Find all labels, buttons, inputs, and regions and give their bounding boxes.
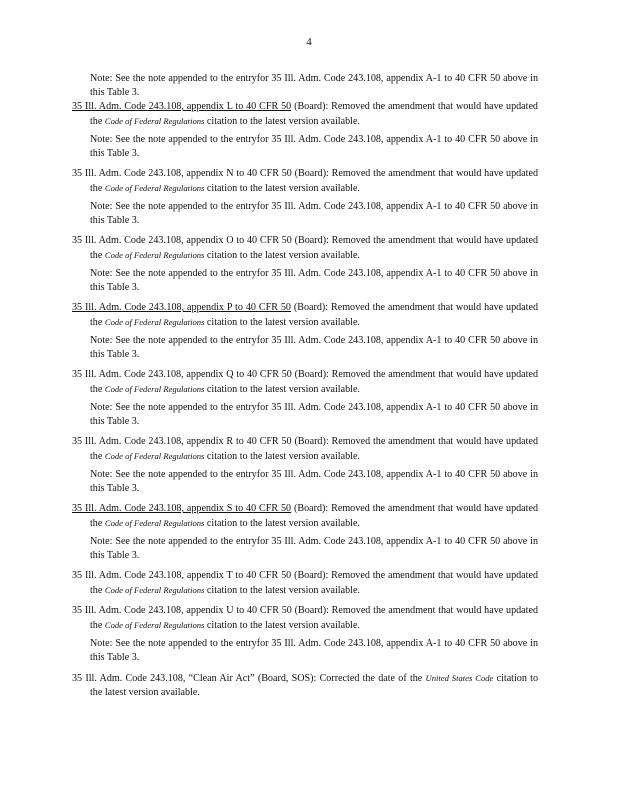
entry-note: Note: See the note appended to the entryfor 35 Ill. Adm. Code 243.108, appendix A-1 to 40 CFR 50 above in this Table 3. bbox=[90, 73, 538, 98]
entry-text: (Board): Removed the amendment that would have updated the bbox=[90, 235, 538, 261]
entry-heading bbox=[72, 671, 538, 700]
entry-text: (Board): Removed the amendment that would have updated the bbox=[90, 503, 538, 529]
entry-text: citation to the latest version available. bbox=[204, 585, 360, 596]
entry-text: citation to the latest version available. bbox=[204, 451, 360, 462]
amendment-entry bbox=[72, 502, 538, 563]
entry-italic-title: Code of Federal Regulations bbox=[104, 250, 205, 260]
page-number: 4 bbox=[306, 36, 312, 48]
amendment-entry bbox=[72, 435, 538, 496]
entry-note: Note: See the note appended to the entryfor 35 Ill. Adm. Code 243.108, appendix A-1 to 40 CFR 50 above in this Table 3. bbox=[90, 201, 538, 226]
entry-text: citation to the latest version available. bbox=[204, 620, 360, 631]
entry-heading bbox=[72, 301, 538, 330]
entry-text: (Board): Removed the amendment that would have updated the bbox=[90, 302, 538, 328]
entry-note: Note: See the note appended to the entryfor 35 Ill. Adm. Code 243.108, appendix A-1 to 40 CFR 50 above in this Table 3. bbox=[90, 638, 538, 663]
amendment-entry bbox=[72, 671, 538, 700]
amendment-entry bbox=[72, 569, 538, 598]
entry-text: (Board): Removed the amendment that would have updated the bbox=[90, 369, 538, 395]
entry-citation: 35 Ill. Adm. Code 243.108, appendix U to 40 CFR 50 bbox=[72, 605, 292, 616]
entry-note: Note: See the note appended to the entryfor 35 Ill. Adm. Code 243.108, appendix A-1 to 40 CFR 50 above in this Table 3. bbox=[90, 469, 538, 494]
amendment-entry bbox=[72, 100, 538, 161]
entry-text: citation to the latest version available. bbox=[204, 317, 360, 328]
entry-italic-title: Code of Federal Regulations bbox=[104, 585, 205, 595]
entry-italic-title: Code of Federal Regulations bbox=[104, 116, 205, 126]
entry-text: (Board): Removed the amendment that would have updated the bbox=[90, 101, 538, 127]
entry-citation: 35 Ill. Adm. Code 243.108, appendix T to 40 CFR 50 bbox=[72, 570, 292, 581]
entry-citation: 35 Ill. Adm. Code 243.108, “Clean Air Act” bbox=[72, 673, 255, 684]
entry-italic-title: Code of Federal Regulations bbox=[104, 317, 205, 327]
entry-citation: 35 Ill. Adm. Code 243.108, appendix R to 40 CFR 50 bbox=[72, 436, 292, 447]
entry-italic-title: Code of Federal Regulations bbox=[104, 384, 205, 394]
entry-citation: 35 Ill. Adm. Code 243.108, appendix P to 40 CFR 50 bbox=[72, 302, 291, 313]
entry-text: citation to the latest version available. bbox=[204, 250, 360, 261]
amendment-entry bbox=[72, 234, 538, 295]
entry-italic-title: Code of Federal Regulations bbox=[104, 451, 205, 461]
entry-text: (Board, SOS): Corrected the date of the bbox=[254, 673, 426, 684]
entry-italic-title: Code of Federal Regulations bbox=[104, 518, 205, 528]
entry-citation: 35 Ill. Adm. Code 243.108, appendix S to 40 CFR 50 bbox=[72, 503, 292, 514]
entry-heading bbox=[72, 234, 538, 263]
entry-citation: 35 Ill. Adm. Code 243.108, appendix N to 40 CFR 50 bbox=[72, 168, 292, 179]
entry-note: Note: See the note appended to the entryfor 35 Ill. Adm. Code 243.108, appendix A-1 to 40 CFR 50 above in this Table 3. bbox=[90, 536, 538, 561]
entry-italic-title: Code of Federal Regulations bbox=[104, 620, 205, 630]
amendment-entry bbox=[72, 167, 538, 228]
entry-heading bbox=[72, 167, 538, 196]
entry-heading bbox=[72, 569, 538, 598]
entry-text: citation to the latest version available. bbox=[204, 116, 360, 127]
entry-heading bbox=[72, 100, 538, 129]
document-body bbox=[72, 72, 538, 706]
entry-note: Note: See the note appended to the entryfor 35 Ill. Adm. Code 243.108, appendix A-1 to 40 CFR 50 above in this Table 3. bbox=[90, 335, 538, 360]
entry-text: (Board): Removed the amendment that would have updated the bbox=[90, 436, 538, 462]
entry-citation: 35 Ill. Adm. Code 243.108, appendix L to 40 CFR 50 bbox=[72, 101, 292, 112]
entry-heading bbox=[72, 368, 538, 397]
entry-text: (Board): Removed the amendment that would have updated the bbox=[90, 605, 538, 631]
amendment-entry bbox=[72, 368, 538, 429]
entry-note: Note: See the note appended to the entryfor 35 Ill. Adm. Code 243.108, appendix A-1 to 40 CFR 50 above in this Table 3. bbox=[90, 268, 538, 293]
entry-text: citation to the latest version available. bbox=[204, 518, 360, 529]
entry-text: (Board): Removed the amendment that would have updated the bbox=[90, 570, 538, 596]
entry-note: Note: See the note appended to the entryfor 35 Ill. Adm. Code 243.108, appendix A-1 to 40 CFR 50 above in this Table 3. bbox=[90, 134, 538, 159]
entry-italic-title: United States Code bbox=[425, 673, 494, 683]
amendment-entry bbox=[72, 301, 538, 362]
entry-text: citation to the latest version available. bbox=[90, 673, 538, 698]
entry-text: citation to the latest version available. bbox=[204, 384, 360, 395]
entry-text: citation to the latest version available. bbox=[204, 183, 360, 194]
amendment-entry bbox=[72, 604, 538, 665]
entry-citation: 35 Ill. Adm. Code 243.108, appendix O to 40 CFR 50 bbox=[72, 235, 292, 246]
entry-italic-title: Code of Federal Regulations bbox=[104, 183, 205, 193]
entry-text: (Board): Removed the amendment that would have updated the bbox=[90, 168, 538, 194]
entry-heading bbox=[72, 435, 538, 464]
entry-note: Note: See the note appended to the entryfor 35 Ill. Adm. Code 243.108, appendix A-1 to 40 CFR 50 above in this Table 3. bbox=[90, 402, 538, 427]
entry-heading bbox=[72, 604, 538, 633]
entry-heading bbox=[72, 502, 538, 531]
entry-citation: 35 Ill. Adm. Code 243.108, appendix Q to 40 CFR 50 bbox=[72, 369, 292, 380]
